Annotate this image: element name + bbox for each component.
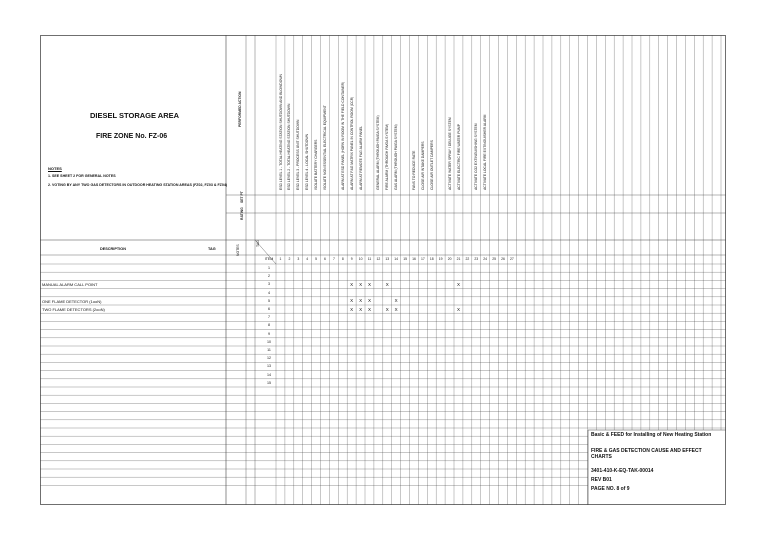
- note-2: 2. VOTING BY ANY TWO GAS DETECTORS IN OUTDOOR HEATING STATION AREAS (FZ02, FZ03 & FZ04): [48, 183, 228, 187]
- column-number: 9: [350, 257, 353, 261]
- effect-mark: X: [350, 306, 354, 312]
- item-number: 14: [267, 372, 271, 377]
- column-number: 10: [358, 257, 363, 261]
- action-header: ACTIVATE CO2 EXTINGUISHING SYSTEM: [474, 123, 479, 190]
- effect-mark: X: [385, 306, 389, 312]
- tag-col-header: TAG: [256, 240, 260, 247]
- cause-description: MANUAL ALARM CALL POINT: [42, 282, 98, 288]
- column-number: 27: [510, 257, 514, 261]
- effect-mark: X: [367, 281, 371, 287]
- item-number: 11: [267, 348, 271, 352]
- column-number: 1: [279, 257, 282, 261]
- cause-description: TWO FLAME DETECTORS (2ooN): [42, 307, 105, 312]
- action-header: ALARM AT F&G MATRIX PANEL IN CONTROL ROOM (CCR): [349, 96, 354, 190]
- notes-col-header: NOTES: [236, 244, 240, 256]
- column-number: 26: [501, 257, 505, 261]
- column-number: 22: [465, 257, 470, 261]
- set-pt-label: SET PT: [240, 191, 244, 203]
- effect-mark: X: [385, 281, 389, 287]
- column-number: 13: [385, 257, 390, 261]
- column-number: 4: [306, 257, 309, 261]
- column-number: 15: [403, 257, 407, 261]
- effect-mark: X: [367, 306, 371, 312]
- effect-mark: X: [359, 306, 363, 312]
- column-number: 19: [438, 257, 443, 261]
- column-number: 16: [412, 257, 416, 261]
- effect-mark: X: [456, 306, 460, 312]
- title-block-page: PAGE NO. 8 of 9: [591, 486, 630, 492]
- action-header: ISOLATE BATTERY CHARGERS: [314, 139, 319, 190]
- rating-label: RATING: [240, 207, 244, 220]
- action-header: ALARM AT REMOTE F&G ALARM PANEL: [358, 125, 363, 190]
- area-title: DIESEL STORAGE AREA: [90, 111, 180, 120]
- column-number: 18: [429, 257, 434, 261]
- action-header: CLOSE AIR OUTLET DAMPERS: [429, 140, 434, 190]
- action-header: GENERAL ALARM (THROUGH PA/GA SYSTEM): [376, 115, 381, 190]
- action-header: ACTIVATE WATER SPRAY / DELUGE SYSTEM: [447, 117, 452, 190]
- cause-and-effect-sheet: [40, 35, 726, 505]
- column-number: 5: [315, 257, 318, 261]
- column-number: 8: [341, 257, 344, 261]
- action-header: ESD LEVEL 1 - TOTAL HEATING STATION SHUTDOWN AND BLOWDOWN: [278, 74, 283, 190]
- note-1: 1. SEE SHEET 2 FOR GENERAL NOTES: [48, 174, 116, 178]
- item-header: ITEM: [264, 257, 274, 261]
- item-number: 13: [267, 364, 271, 369]
- item-number: 12: [267, 356, 271, 361]
- fire-zone-title: FIRE ZONE No. FZ-06: [96, 133, 168, 140]
- column-number: 11: [367, 257, 372, 261]
- notes-heading: NOTES: [48, 166, 62, 171]
- column-number: 20: [447, 257, 452, 261]
- action-header: CLOSE AIR INTAKE DAMPERS: [420, 141, 425, 190]
- action-header: ESD LEVEL 4 - LOCAL SHUTDOWN: [305, 133, 310, 190]
- action-header: FANS TO REDUCE RATE: [412, 150, 416, 190]
- action-header: GAS ALARM (THROUGH PA/GA SYSTEM): [394, 124, 399, 190]
- column-number: 17: [421, 257, 425, 261]
- column-number: 12: [376, 257, 381, 261]
- action-header: ACTIVATE LOCAL FIRE EXTINGUISHER ALARM: [483, 114, 488, 190]
- action-header: ISOLATE NON ESSENTIAL ELECTRICAL EQUIPMENT: [323, 105, 327, 190]
- item-number: 3: [268, 282, 270, 287]
- effect-mark: X: [456, 281, 460, 287]
- description-header: DESCRIPTION: [100, 247, 126, 251]
- effect-mark: X: [359, 281, 363, 287]
- item-number: 5: [268, 298, 270, 303]
- title-block-project: Basic & FEED for Installing of New Heating Station: [591, 432, 712, 438]
- action-header: ESD LEVEL 3 - PROCESS UNIT SHUTDOWN: [296, 119, 301, 190]
- cause-description: ONE FLAME DETECTOR (1ooN): [42, 298, 102, 304]
- effect-mark: X: [350, 298, 354, 304]
- column-number: 14: [394, 257, 399, 261]
- item-number: 7: [268, 315, 270, 320]
- item-number: 1: [268, 266, 270, 270]
- item-number: 6: [268, 307, 270, 311]
- column-number: 3: [297, 257, 300, 261]
- effect-mark: X: [394, 306, 398, 312]
- item-number: 10: [267, 339, 271, 344]
- performed-action-label: PERFORMED ACTION: [238, 91, 242, 127]
- tag-header: TAG: [208, 247, 216, 251]
- action-header: ACTIVATE ELECTRIC FIRE WATER PUMP: [456, 124, 461, 190]
- item-number: 8: [268, 323, 270, 328]
- action-header: FIRE ALARM (THROUGH PA/GA SYSTEM): [385, 123, 390, 190]
- item-number: 15: [267, 380, 271, 385]
- column-number: 7: [332, 257, 335, 261]
- effect-mark: X: [367, 298, 371, 304]
- column-number: 2: [288, 257, 291, 261]
- column-number: 6: [324, 257, 326, 261]
- item-number: 9: [268, 331, 270, 336]
- action-header: ALARM AT ESD PANEL (HORN IN ROOM IN THE FIELD CONTAINER): [340, 81, 345, 190]
- effect-mark: X: [359, 298, 363, 304]
- title-block-doc-title: FIRE & GAS DETECTION CAUSE AND EFFECT CHARTS: [591, 448, 702, 460]
- column-number: 25: [492, 257, 496, 261]
- effect-mark: X: [394, 298, 398, 304]
- item-number: 2: [268, 274, 270, 279]
- item-number: 4: [268, 290, 270, 295]
- column-number: 21: [456, 257, 461, 261]
- title-block-doc-no: 3401-410-K-EQ-TAK-00014: [591, 468, 654, 474]
- action-header: ESD LEVEL 2 - TOTAL HEATING STATION SHUTDOWN: [287, 103, 292, 190]
- column-number: 23: [474, 257, 479, 261]
- column-number: 24: [483, 257, 488, 261]
- title-block-rev: REV B01: [591, 477, 612, 483]
- effect-mark: X: [350, 281, 354, 287]
